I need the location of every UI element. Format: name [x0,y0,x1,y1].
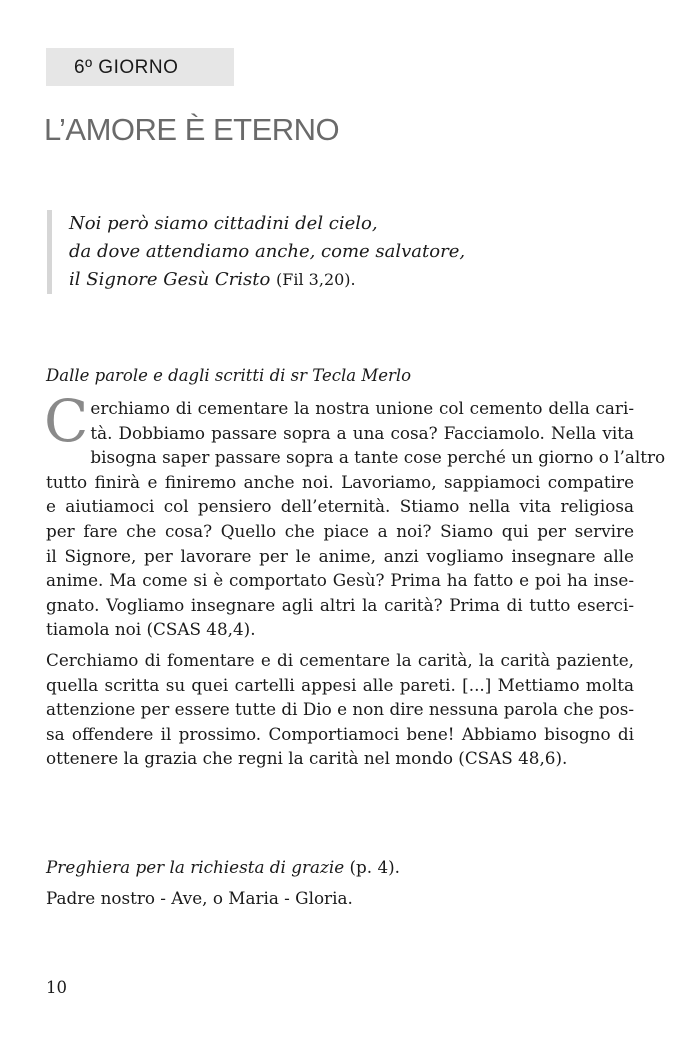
drop-cap: C [44,387,89,455]
text-line: Cerchiamo di fomentare e di cementare la carità, la carità paziente, [46,649,634,670]
text-line: anime. Ma come si è comportato Gesù? Prima ha fatto e poi ha inse- [46,570,634,591]
prayer-line-1 [46,852,400,883]
text-line: sa offendere il prossimo. Comportiamoci bene! Abbiamo bisogno di [46,723,634,744]
source-heading: Dalle parole e dagli scritti di sr Tecla Merlo [46,366,412,385]
quote-reference: (Fil 3,20). [276,270,356,289]
text-line: quella scritta su quei cartelli appesi alle pareti. [...] Mettiamo molta [46,674,634,695]
text-line: e aiutiamoci col pensiero dell’eternità. Stiamo nella vita religiosa [46,496,634,517]
text-line: gnato. Vogliamo insegnare agli altri la carità? Prima di tutto eserci- [46,594,634,615]
quote-line: Noi però siamo cittadini del cielo, [69,213,378,234]
text-line: bisogna saper passare sopra a tante cose perché un giorno o l’altro [90,447,666,468]
quote-line-last [69,266,649,294]
paragraph-1 [44,387,666,642]
prayer-page-ref: (p. 4). [349,857,401,877]
body-text [44,387,666,777]
page-title: L’AMORE È ETERNO [44,112,340,147]
text-line: per fare che cosa? Quello che piace a noi? Siamo qui per servire [46,520,634,541]
text-line: erchiamo di cementare la nostra unione col cemento della cari- [90,398,634,418]
text-line: ottenere la grazia che regni la carità nel mondo (CSAS 48,6). [46,748,568,769]
prayer-line-2: Padre nostro - Ave, o Maria - Gloria. [46,888,353,908]
prayer-section [46,852,400,914]
text-line: tiamola noi (CSAS 48,4). [46,619,256,640]
prayer-title: Preghiera per la richiesta di grazie [46,857,345,877]
quote-line-text: il Signore Gesù Cristo [69,269,271,290]
day-label: 6º GIORNO [46,48,234,86]
text-line: tutto finirà e finiremo anche noi. Lavoriamo, sappiamoci compatire [46,471,634,492]
text-line: il Signore, per lavorare per le anime, anzi vogliamo insegnare alle [46,545,634,566]
paragraph-2 [46,648,634,771]
quote-line: da dove attendiamo anche, come salvatore, [69,241,466,262]
scripture-quote [47,210,649,294]
text-line: attenzione per essere tutte di Dio e non dire nessuna parola che pos- [46,699,634,720]
page-number: 10 [46,978,67,997]
text-line: tà. Dobbiamo passare sopra a una cosa? Facciamolo. Nella vita [90,422,634,443]
